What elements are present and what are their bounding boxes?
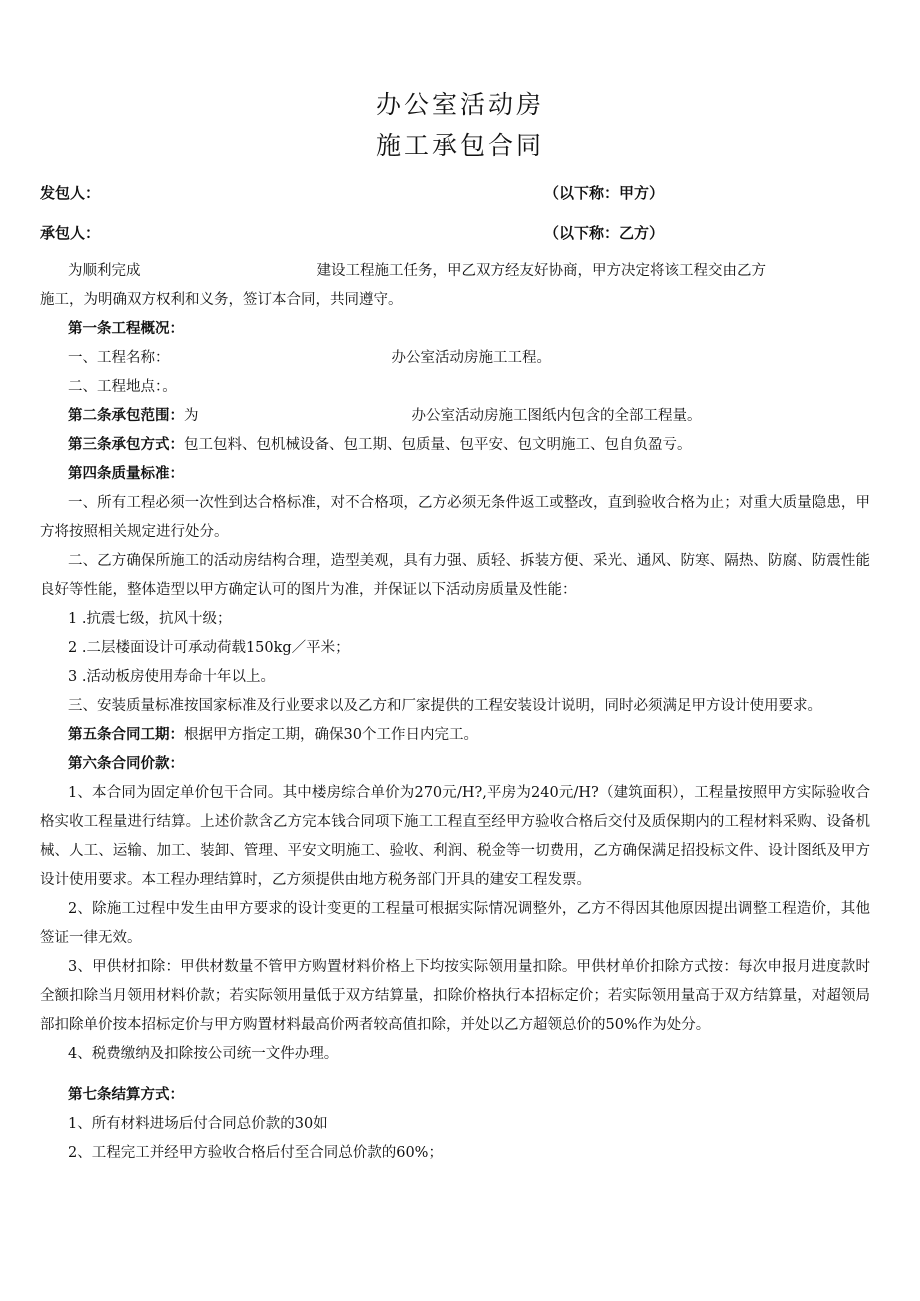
contractor-row	[40, 222, 880, 243]
article4-item2: 2 .二层楼面设计可承动荷载150kg／平米；	[68, 640, 350, 656]
article4-item3: 3 .活动板房使用寿命十年以上。	[68, 669, 275, 685]
article2-heading: 第二条承包范围：	[68, 408, 184, 424]
article7-item2: 2、工程完工并经甲方验收合格后付至合同总价款的60%；	[68, 1145, 443, 1161]
document-title-line1: 办公室活动房	[375, 90, 544, 119]
article4-paragraph3: 三、安装质量标准按国家标准及行业要求以及乙方和厂家提供的工程安装设计说明，同时必须满足甲方设计使用要求。	[68, 698, 822, 714]
article2-text: 办公室活动房施工图纸内包含的全部工程量。	[411, 408, 702, 424]
intro-part2: 建设工程施工任务，甲乙双方经友好协商，甲方决定将该工程交由乙方	[316, 263, 766, 279]
project-name-label: 一、工程名称：	[68, 350, 170, 366]
article7-heading: 第七条结算方式：	[68, 1087, 184, 1103]
article5-line	[40, 721, 870, 750]
document-title-line2: 施工承包合同	[375, 131, 544, 160]
intro-continuation: 施工，为明确双方权利和义务，签订本合同，共同遵守。	[40, 292, 403, 308]
article1-heading: 第一条工程概况：	[68, 321, 184, 337]
project-name-line	[40, 344, 870, 373]
article6-paragraph2: 2、除施工过程中发生由甲方要求的设计变更的工程量可根据实际情况调整外，乙方不得因其他原因提出调整工程造价，其他签证一律无效。	[40, 901, 870, 946]
article7-item1: 1、所有材料进场后付合同总价款的30如	[68, 1116, 328, 1132]
employer-alias: （以下称：甲方）	[544, 184, 665, 202]
article4-paragraph1: 一、所有工程必须一次性到达合格标准，对不合格项，乙方必须无条件返工或整改，直到验收合格为止；对重大质量隐患，甲方将按照相关规定进行处分。	[40, 495, 870, 540]
employer-row	[40, 182, 880, 203]
article5-text: 根据甲方指定工期，确保30个工作日内完工。	[184, 727, 478, 743]
section-spacer	[40, 1069, 870, 1081]
employer-label: 发包人：	[40, 184, 101, 202]
contractor-alias: （以下称：乙方）	[544, 224, 665, 242]
intro-part1: 为顺利完成	[68, 263, 141, 279]
article6-paragraph4: 4、税费缴纳及扣除按公司统一文件办理。	[68, 1046, 339, 1062]
article6-paragraph3: 3、甲供材扣除：甲供材数量不管甲方购置材料价格上下均按实际领用量扣除。甲供材单价扣除方式按：每次申报月进度款时全额扣除当月领用材料价款；若实际领用量低于双方结算量，扣除价格执行本招标定价；若实际领用量高于双方结算量，对超领局部扣除单价按本招标定价与甲方购置材料最高价两者较高值扣除，并处以乙方超领总价的50%作为处分。	[40, 959, 870, 1033]
article4-heading: 第四条质量标准：	[68, 466, 184, 482]
article6-paragraph1: 1、本合同为固定单价包干合同。其中楼房综合单价为270元/H?,平房为240元/H?（建筑面积），工程量按照甲方实际验收合格实收工程量进行结算。上述价款含乙方完本钱合同项下施工工程直至经甲方验收合格后交付及质保期内的工程材料采购、设备机械、人工、运输、加工、装卸、管理、平安文明施工、验收、利润、税金等一切费用，乙方确保满足招投标文件、设计图纸及甲方设计使用要求。本工程办理结算时，乙方须提供由地方税务部门开具的建安工程发票。	[40, 785, 870, 888]
article3-heading: 第三条承包方式：	[68, 437, 184, 453]
project-location-line: 二、工程地点：。	[68, 379, 177, 395]
article3-line	[40, 431, 870, 460]
contract-body	[40, 257, 870, 1168]
intro-paragraph	[40, 257, 870, 286]
article4-paragraph2: 二、乙方确保所施工的活动房结构合理，造型美观，具有力强、质轻、拆装方便、采光、通风、防寒、隔热、防腐、防震性能良好等性能，整体造型以甲方确定认可的图片为准，并保证以下活动房质量及性能：	[40, 553, 870, 598]
contractor-label: 承包人：	[40, 224, 101, 242]
article5-heading: 第五条合同工期：	[68, 727, 184, 743]
article6-heading: 第六条合同价款：	[68, 756, 184, 772]
article2-pre: 为	[184, 408, 199, 424]
article2-line	[40, 402, 870, 431]
project-name-value: 办公室活动房施工工程。	[391, 350, 551, 366]
article4-item1: 1 .抗震七级，抗风十级；	[68, 611, 232, 627]
article3-text: 包工包料、包机械设备、包工期、包质量、包平安、包文明施工、包自负盈亏。	[184, 437, 692, 453]
